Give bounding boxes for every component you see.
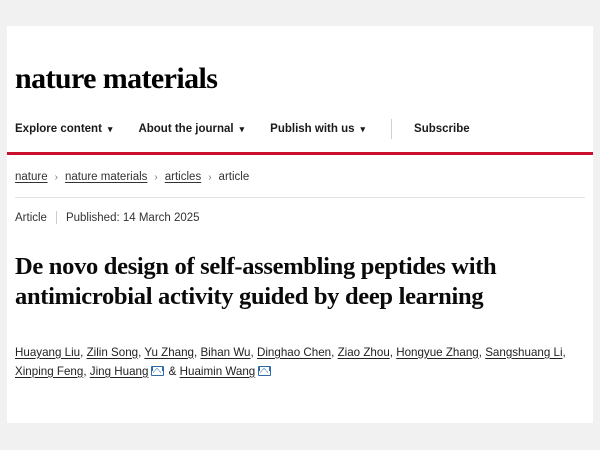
breadcrumb-separator-icon: › — [208, 171, 212, 183]
masthead — [7, 26, 593, 94]
nav-item-publish-with-us[interactable] — [270, 123, 365, 135]
frame-edge-left — [0, 0, 7, 450]
author-separator: , — [83, 364, 90, 378]
email-icon[interactable] — [151, 366, 164, 376]
author-link[interactable]: Zilin Song — [86, 345, 139, 359]
frame-edge-right — [593, 0, 600, 450]
author-list — [7, 329, 593, 381]
nav-item-explore-content[interactable] — [15, 123, 112, 135]
author-separator: , — [478, 345, 486, 359]
published-date: Published: 14 March 2025 — [65, 211, 200, 224]
nav-item-subscribe[interactable] — [414, 123, 470, 135]
journal-logo[interactable]: nature materials — [15, 62, 218, 95]
page-title: De novo design of self-assembling peptides with antimicrobial activity guided by deep learning — [15, 253, 497, 311]
article-meta — [7, 198, 593, 224]
author-link[interactable]: Bihan Wu — [200, 345, 251, 359]
chevron-down-icon: ▾ — [239, 123, 245, 134]
author-link[interactable]: Xinping Feng — [15, 364, 84, 378]
frame-edge-top — [0, 0, 600, 26]
frame-edge-bottom — [0, 423, 600, 450]
meta-divider — [56, 211, 57, 224]
breadcrumb — [7, 155, 593, 183]
chevron-down-icon: ▾ — [360, 123, 366, 134]
author-separator: , — [194, 345, 201, 359]
author-link[interactable]: Yu Zhang — [144, 345, 194, 359]
breadcrumb-separator-icon: › — [154, 171, 158, 183]
nav-label: Publish with us — [270, 123, 355, 135]
nav-label: About the journal — [138, 123, 234, 135]
nav-label: Subscribe — [414, 123, 470, 135]
author-separator: , — [80, 345, 87, 359]
author-link[interactable]: Huayang Liu — [15, 345, 81, 359]
author-separator: , — [389, 345, 397, 359]
author-link[interactable]: Dinghao Chen — [256, 345, 332, 359]
chevron-down-icon: ▾ — [107, 123, 113, 134]
email-icon[interactable] — [258, 366, 271, 376]
author-link[interactable]: Ziao Zhou — [337, 345, 390, 359]
author-separator: , — [138, 345, 145, 359]
author-separator: , — [331, 345, 338, 359]
breadcrumb-item-article: article — [218, 171, 250, 183]
breadcrumb-item-articles[interactable]: articles — [164, 171, 202, 183]
breadcrumb-separator-icon: › — [54, 171, 58, 183]
nav-item-about-the-journal[interactable] — [138, 123, 244, 135]
author-link[interactable]: Jing Huang — [89, 364, 149, 378]
author-link[interactable]: Huaimin Wang — [179, 364, 256, 378]
author-separator: , — [250, 345, 257, 359]
author-separator: , — [562, 345, 566, 359]
main-navigation — [7, 114, 593, 144]
article-page-content — [7, 26, 593, 423]
nav-label: Explore content — [15, 123, 102, 135]
breadcrumb-item-nature[interactable]: nature — [15, 171, 48, 183]
breadcrumb-item-nature-materials[interactable]: nature materials — [64, 171, 148, 183]
author-link[interactable]: Sangshuang Li — [485, 345, 563, 359]
author-link[interactable]: Hongyue Zhang — [396, 345, 479, 359]
article-type-label: Article — [15, 211, 47, 224]
author-separator: & — [165, 364, 180, 378]
nav-divider — [391, 119, 392, 139]
